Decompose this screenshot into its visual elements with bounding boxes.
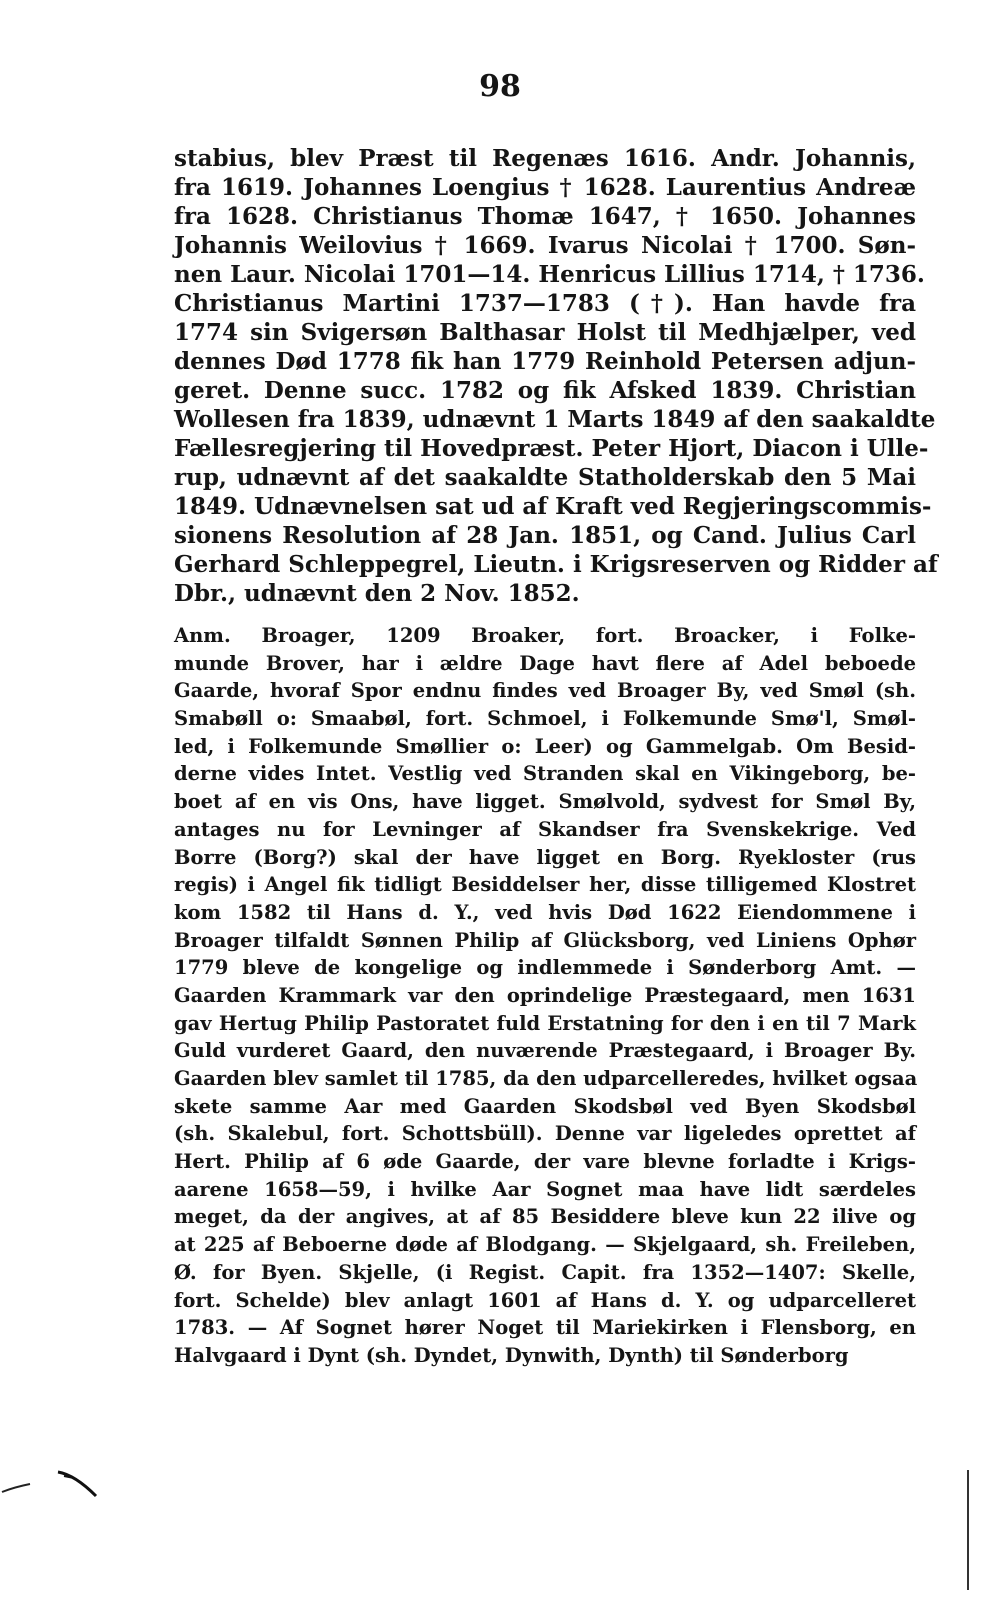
page-number: 98 [479,69,521,104]
note-paragraph [174,622,916,1370]
note-line: 1783. — Af Sognet hører Noget til Mariekirken i Flensborg, en [174,1316,916,1340]
note-line: skete samme Aar med Gaarden Skodsbøl ved Byen Skodsbøl [174,1094,916,1118]
text-line: Dbr., udnævnt den 2 Nov. 1852. [174,580,580,607]
note-line: Smabøll o: Smaabøl, fort. Schmoel, i Folkemunde Smø'l, Smøl- [174,707,916,731]
note-line: 1779 bleve de kongelige og indlemmede i Sønderborg Amt. — [174,956,916,980]
note-line: aarene 1658—59, i hvilke Aar Sognet maa have lidt særdeles [174,1177,916,1201]
text-line: fra 1619. Johannes Loengius † 1628. Laurentius Andreæ [174,174,916,201]
text-line: fra 1628. Christianus Thomæ 1647, † 1650. Johannes [174,203,916,230]
note-line: Halvgaard i Dynt (sh. Dyndet, Dynwith, Dynth) til Sønderborg [174,1343,849,1367]
note-line: Broager tilfaldt Sønnen Philip af Glücksborg, ved Liniens Ophør [174,928,916,952]
note-line: Guld vurderet Gaard, den nuværende Præstegaard, i Broager By. [174,1039,916,1063]
text-line: rup, udnævnt af det saakaldte Statholderskab den 5 Mai [174,464,916,491]
text-line: Gerhard Schleppegrel, Lieutn. i Krigsreserven og Ridder af [174,551,938,578]
text-line: nen Laur. Nicolai 1701—14. Henricus Lillius 1714, † 1736. [174,261,925,288]
note-line: kom 1582 til Hans d. Y., ved hvis Død 1622 Eiendommene i [174,900,916,924]
note-line: Gaarden blev samlet til 1785, da den udparcelleredes, hvilket ogsaa [174,1067,918,1090]
main-paragraph [174,144,938,608]
note-line: antages nu for Levninger af Skandser fra Svenskekrige. Ved [174,817,916,841]
note-line: regis) i Angel fik tidligt Besiddelser her, disse tilligemed Klostret [174,873,916,897]
text-line: stabius, blev Præst til Regenæs 1616. Andr. Johannis, [174,145,916,172]
ink-smudge [0,1462,110,1502]
note-line: munde Brover, har i ældre Dage havt flere af Adel beboede [174,651,916,675]
note-line: gav Hertug Philip Pastoratet fuld Erstatning for den i en til 7 Mark [174,1011,916,1035]
note-line: Hert. Philip af 6 øde Gaarde, der vare blevne forladte i Krigs- [174,1150,916,1174]
note-line: meget, da der angives, at af 85 Besiddere bleve kun 22 ilive og [174,1205,916,1229]
note-line: Gaarde, hvoraf Spor endnu findes ved Broager By, ved Smøl (sh. [174,679,916,703]
text-line: dennes Død 1778 fik han 1779 Reinhold Petersen adjun- [174,348,916,375]
note-line: Anm. Broager, 1209 Broaker, fort. Broacker, i Folke- [174,624,916,647]
note-line: (sh. Skalebul, fort. Schottsbüll). Denne var ligeledes oprettet af [174,1122,916,1146]
note-line: Borre (Borg?) skal der have ligget en Borg. Ryekloster (rus [174,845,916,869]
note-line: boet af en vis Ons, have ligget. Smølvold, sydvest for Smøl By, [174,790,916,814]
text-line: Johannis Weilovius † 1669. Ivarus Nicolai † 1700. Søn- [174,232,916,259]
text-line: 1849. Udnævnelsen sat ud af Kraft ved Regjeringscommis- [174,493,932,520]
text-line: Wollesen fra 1839, udnævnt 1 Marts 1849 af den saakaldte [174,406,936,433]
page-edge-mark [964,1470,972,1590]
note-line: Gaarden Krammark var den oprindelige Præstegaard, men 1631 [174,983,916,1007]
text-line: Fællesregjering til Hovedpræst. Peter Hjort, Diacon i Ulle- [174,435,929,462]
note-line: Ø. for Byen. Skjelle, (i Regist. Capit. fra 1352—1407: Skelle, [174,1260,916,1284]
note-line: fort. Schelde) blev anlagt 1601 af Hans d. Y. og udparcelleret [174,1288,916,1312]
text-line: geret. Denne succ. 1782 og fik Afsked 1839. Christian [174,377,916,404]
note-line: led, i Folkemunde Smøllier o: Leer) og Gammelgab. Om Besid- [174,734,916,758]
text-line: sionens Resolution af 28 Jan. 1851, og Cand. Julius Carl [174,522,916,549]
note-line: at 225 af Beboerne døde af Blodgang. — Skjelgaard, sh. Freileben, [174,1233,916,1257]
text-line: Christianus Martini 1737—1783 (†). Han havde fra [174,290,916,317]
text-line: 1774 sin Svigersøn Balthasar Holst til Medhjælper, ved [174,319,916,346]
note-line: derne vides Intet. Vestlig ved Stranden skal en Vikingeborg, be- [174,762,916,786]
